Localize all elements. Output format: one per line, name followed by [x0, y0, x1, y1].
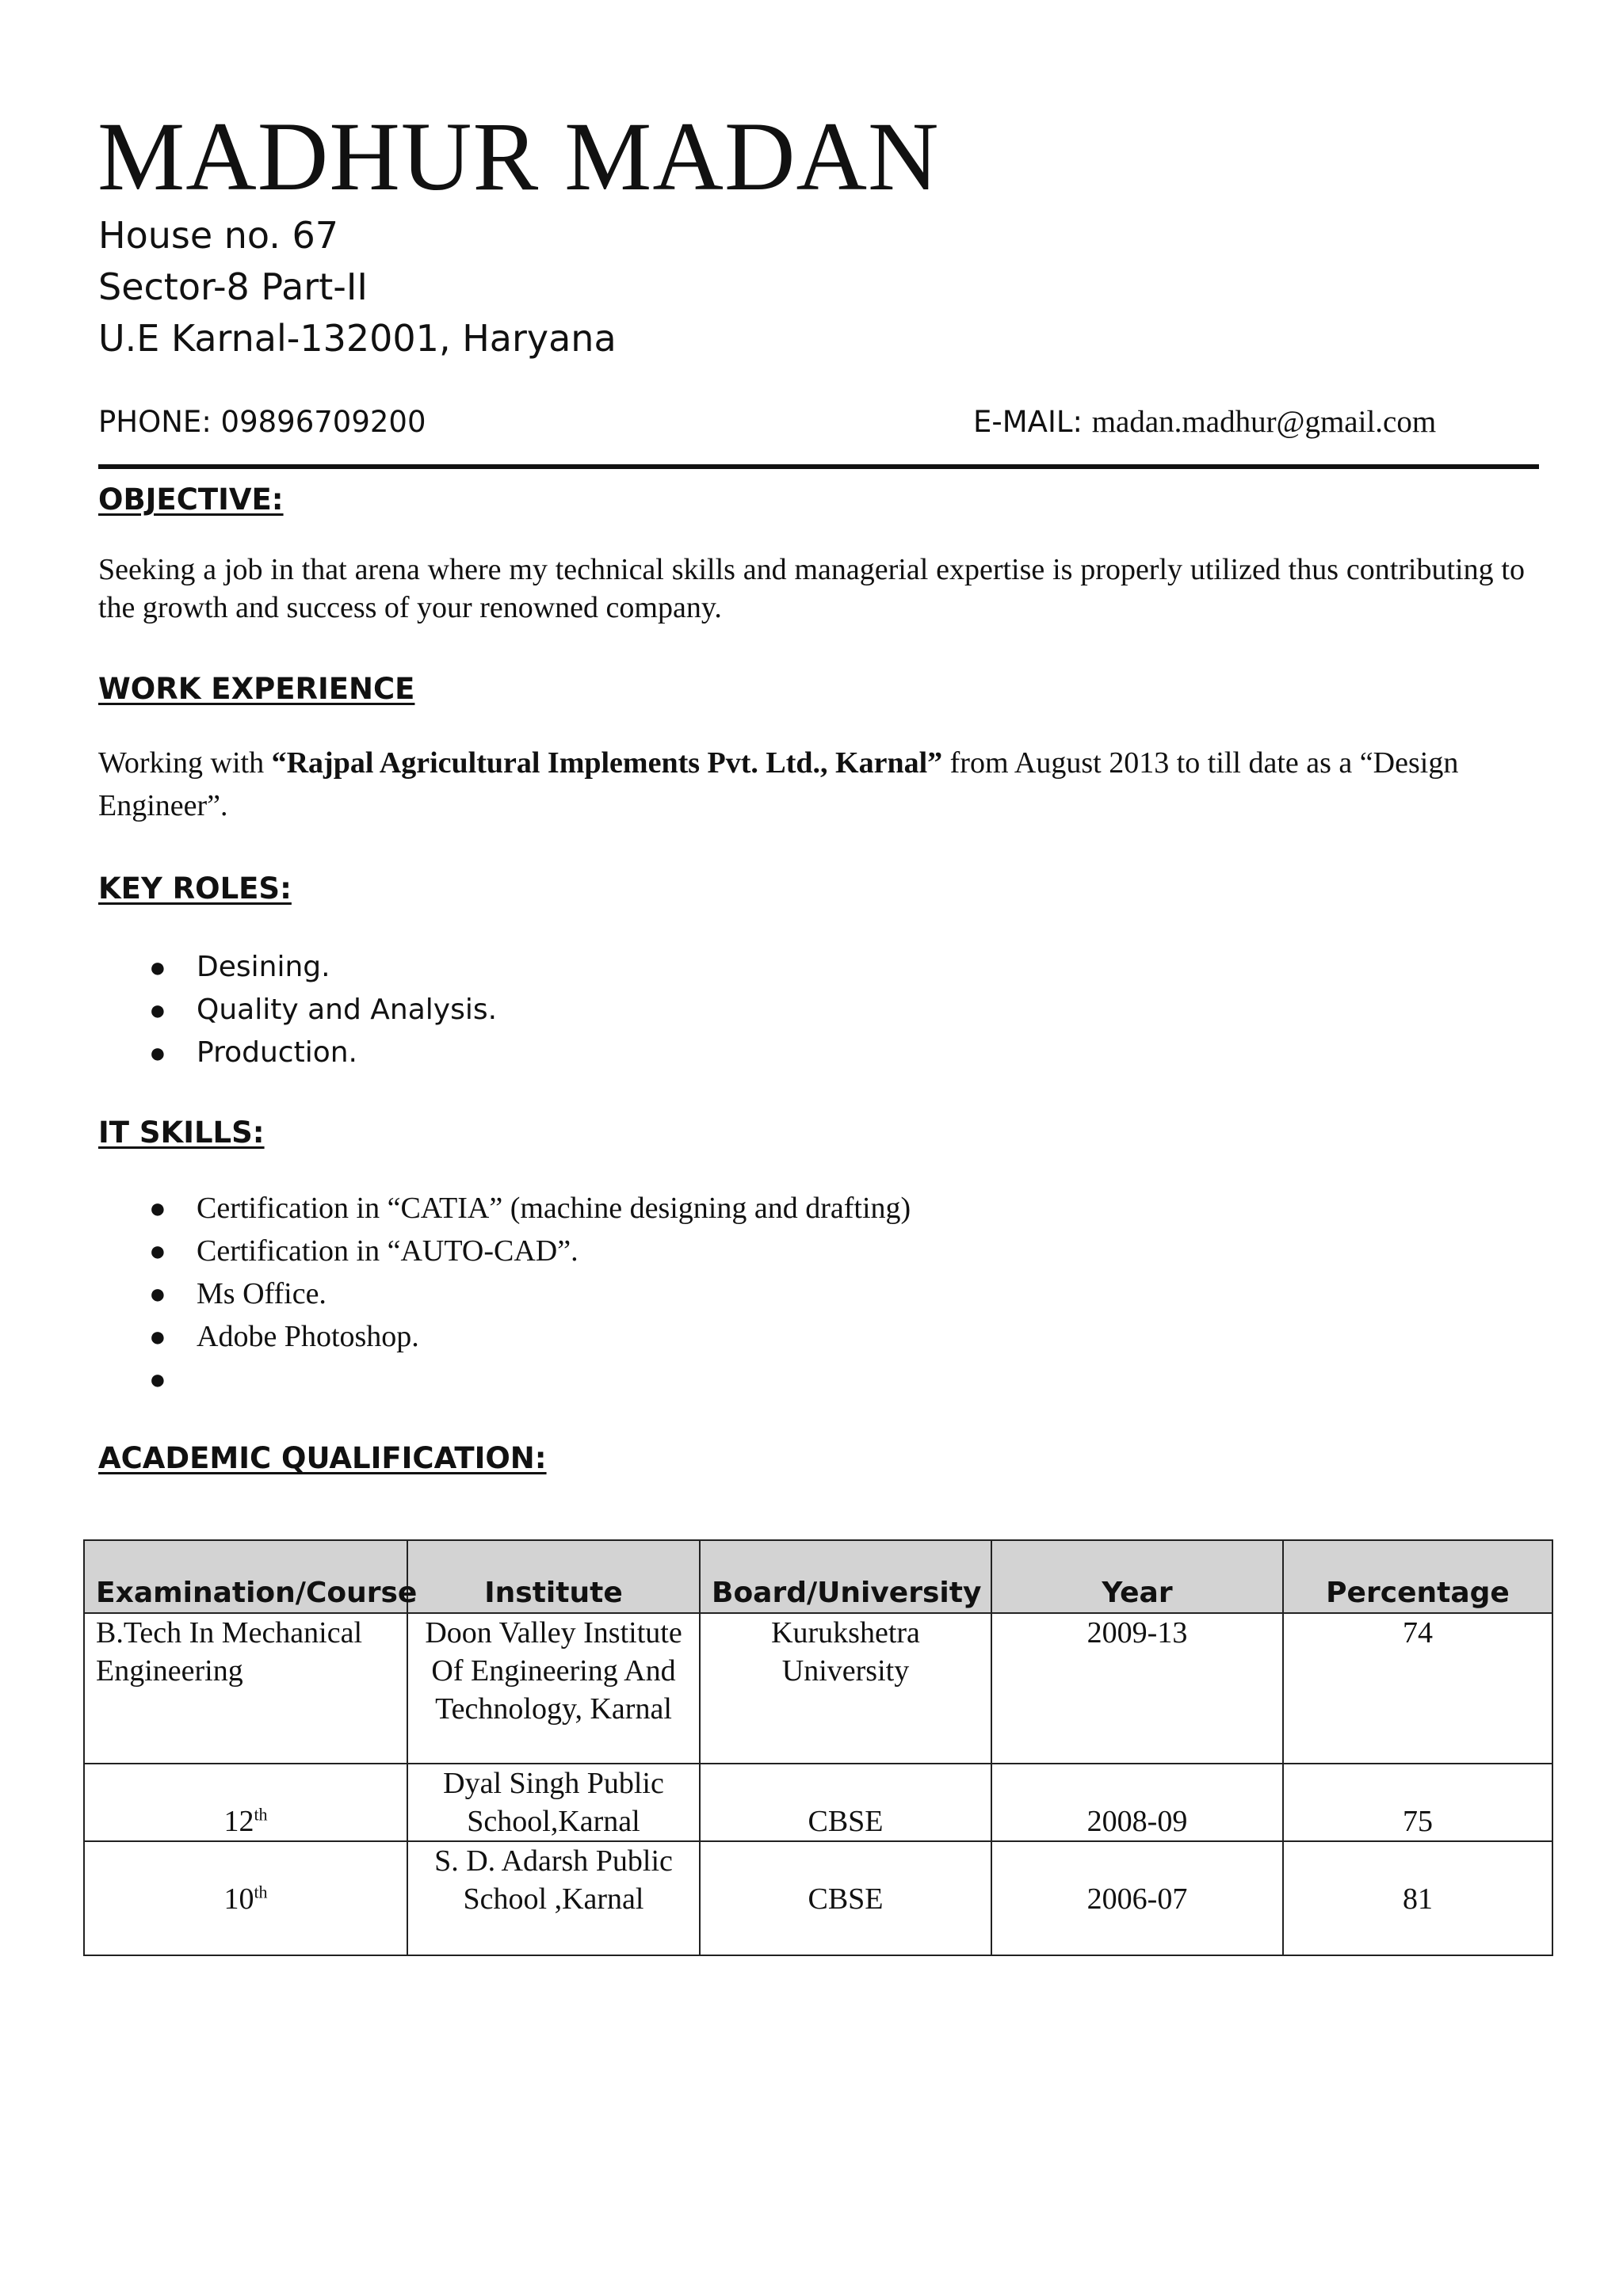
- course-value: 10: [223, 1882, 254, 1916]
- bullet-icon: ●: [149, 952, 166, 983]
- cell-board: CBSE: [700, 1764, 991, 1841]
- table-row: [84, 1764, 1552, 1841]
- list-item: [98, 1032, 1525, 1074]
- table-row: [84, 1841, 1552, 1955]
- list-item: [98, 1230, 1525, 1272]
- academic-table: [83, 1539, 1553, 1956]
- address-line-1: House no. 67: [98, 214, 339, 257]
- list-item-text: Certification in “AUTO-CAD”.: [197, 1234, 579, 1268]
- course-superscript: th: [254, 1804, 268, 1825]
- column-header-institute: Institute: [407, 1540, 700, 1613]
- list-item: [98, 1315, 1525, 1358]
- bullet-icon: ●: [149, 1235, 166, 1267]
- cell-institute: Dyal Singh Public School,Karnal: [407, 1764, 700, 1841]
- email-label: E-MAIL:: [973, 405, 1092, 439]
- email-address[interactable]: madan.madhur@gmail.com: [1091, 405, 1437, 439]
- bullet-icon: ●: [149, 1363, 166, 1395]
- phone-number: PHONE: 09896709200: [98, 405, 426, 439]
- list-item: [98, 1358, 1525, 1401]
- table-header-row: [84, 1540, 1552, 1613]
- column-header-board: Board/University: [700, 1540, 991, 1613]
- list-item-text: Quality and Analysis.: [197, 994, 498, 1026]
- bullet-icon: ●: [149, 1192, 166, 1224]
- bullet-icon: ●: [149, 994, 166, 1026]
- list-item-text: Ms Office.: [197, 1277, 327, 1310]
- work-experience-text: [98, 742, 1517, 827]
- column-header-course: Examination/Course: [84, 1540, 407, 1613]
- cell-course: B.Tech In Mechanical Engineering: [84, 1613, 407, 1764]
- list-item: [98, 1187, 1525, 1230]
- key-roles-list: [98, 946, 1525, 1074]
- objective-text: Seeking a job in that arena where my technical skills and managerial expertise is properly utilized thus contributing to the growth and success of your renowned company.: [98, 553, 1525, 624]
- address-line-3: U.E Karnal-132001, Haryana: [98, 317, 617, 360]
- course-value: 12: [223, 1805, 254, 1838]
- work-suffix: from August 2013 to till date as a “Design Engineer”.: [98, 746, 1459, 822]
- column-header-year: Year: [991, 1540, 1283, 1613]
- objective-heading: OBJECTIVE:: [98, 482, 284, 517]
- list-item-text: Adobe Photoshop.: [197, 1320, 419, 1353]
- list-item-text: Production.: [197, 1036, 357, 1069]
- bullet-icon: ●: [149, 1037, 166, 1069]
- cell-course: [84, 1841, 407, 1955]
- work-experience-heading: WORK EXPERIENCE: [98, 672, 415, 706]
- list-item-text: Desining.: [197, 951, 330, 983]
- academic-heading: ACADEMIC QUALIFICATION:: [98, 1441, 547, 1475]
- cell-percentage: 75: [1283, 1764, 1552, 1841]
- list-item: [98, 946, 1525, 989]
- cell-institute: S. D. Adarsh Public School ,Karnal: [407, 1841, 700, 1955]
- work-prefix: Working with: [98, 746, 272, 780]
- cell-percentage: 81: [1283, 1841, 1552, 1955]
- cell-year: 2009-13: [991, 1613, 1283, 1764]
- cell-institute: Doon Valley Institute Of Engineering And Technology, Karnal: [407, 1613, 700, 1764]
- list-item-text: Certification in “CATIA” (machine designing and drafting): [197, 1192, 911, 1225]
- course-superscript: th: [254, 1882, 268, 1902]
- candidate-name: MADHUR MADAN: [97, 102, 940, 211]
- email-line: [973, 402, 1436, 443]
- header-divider: [98, 464, 1539, 469]
- it-skills-heading: IT SKILLS:: [98, 1116, 265, 1150]
- cell-percentage: 74: [1283, 1613, 1552, 1764]
- cell-year: 2008-09: [991, 1764, 1283, 1841]
- cell-board: Kurukshetra University: [700, 1613, 991, 1764]
- cell-year: 2006-07: [991, 1841, 1283, 1955]
- bullet-icon: ●: [149, 1278, 166, 1310]
- column-header-percentage: Percentage: [1283, 1540, 1552, 1613]
- cell-course: [84, 1764, 407, 1841]
- company-name: “Rajpal Agricultural Implements Pvt. Ltd., Karnal”: [271, 746, 943, 780]
- list-item: [98, 1272, 1525, 1315]
- it-skills-list: [98, 1187, 1525, 1401]
- cell-board: CBSE: [700, 1841, 991, 1955]
- key-roles-heading: KEY ROLES:: [98, 871, 292, 906]
- table-row: [84, 1613, 1552, 1764]
- bullet-icon: ●: [149, 1321, 166, 1352]
- list-item: [98, 989, 1525, 1032]
- address-line-2: Sector-8 Part-II: [98, 265, 368, 308]
